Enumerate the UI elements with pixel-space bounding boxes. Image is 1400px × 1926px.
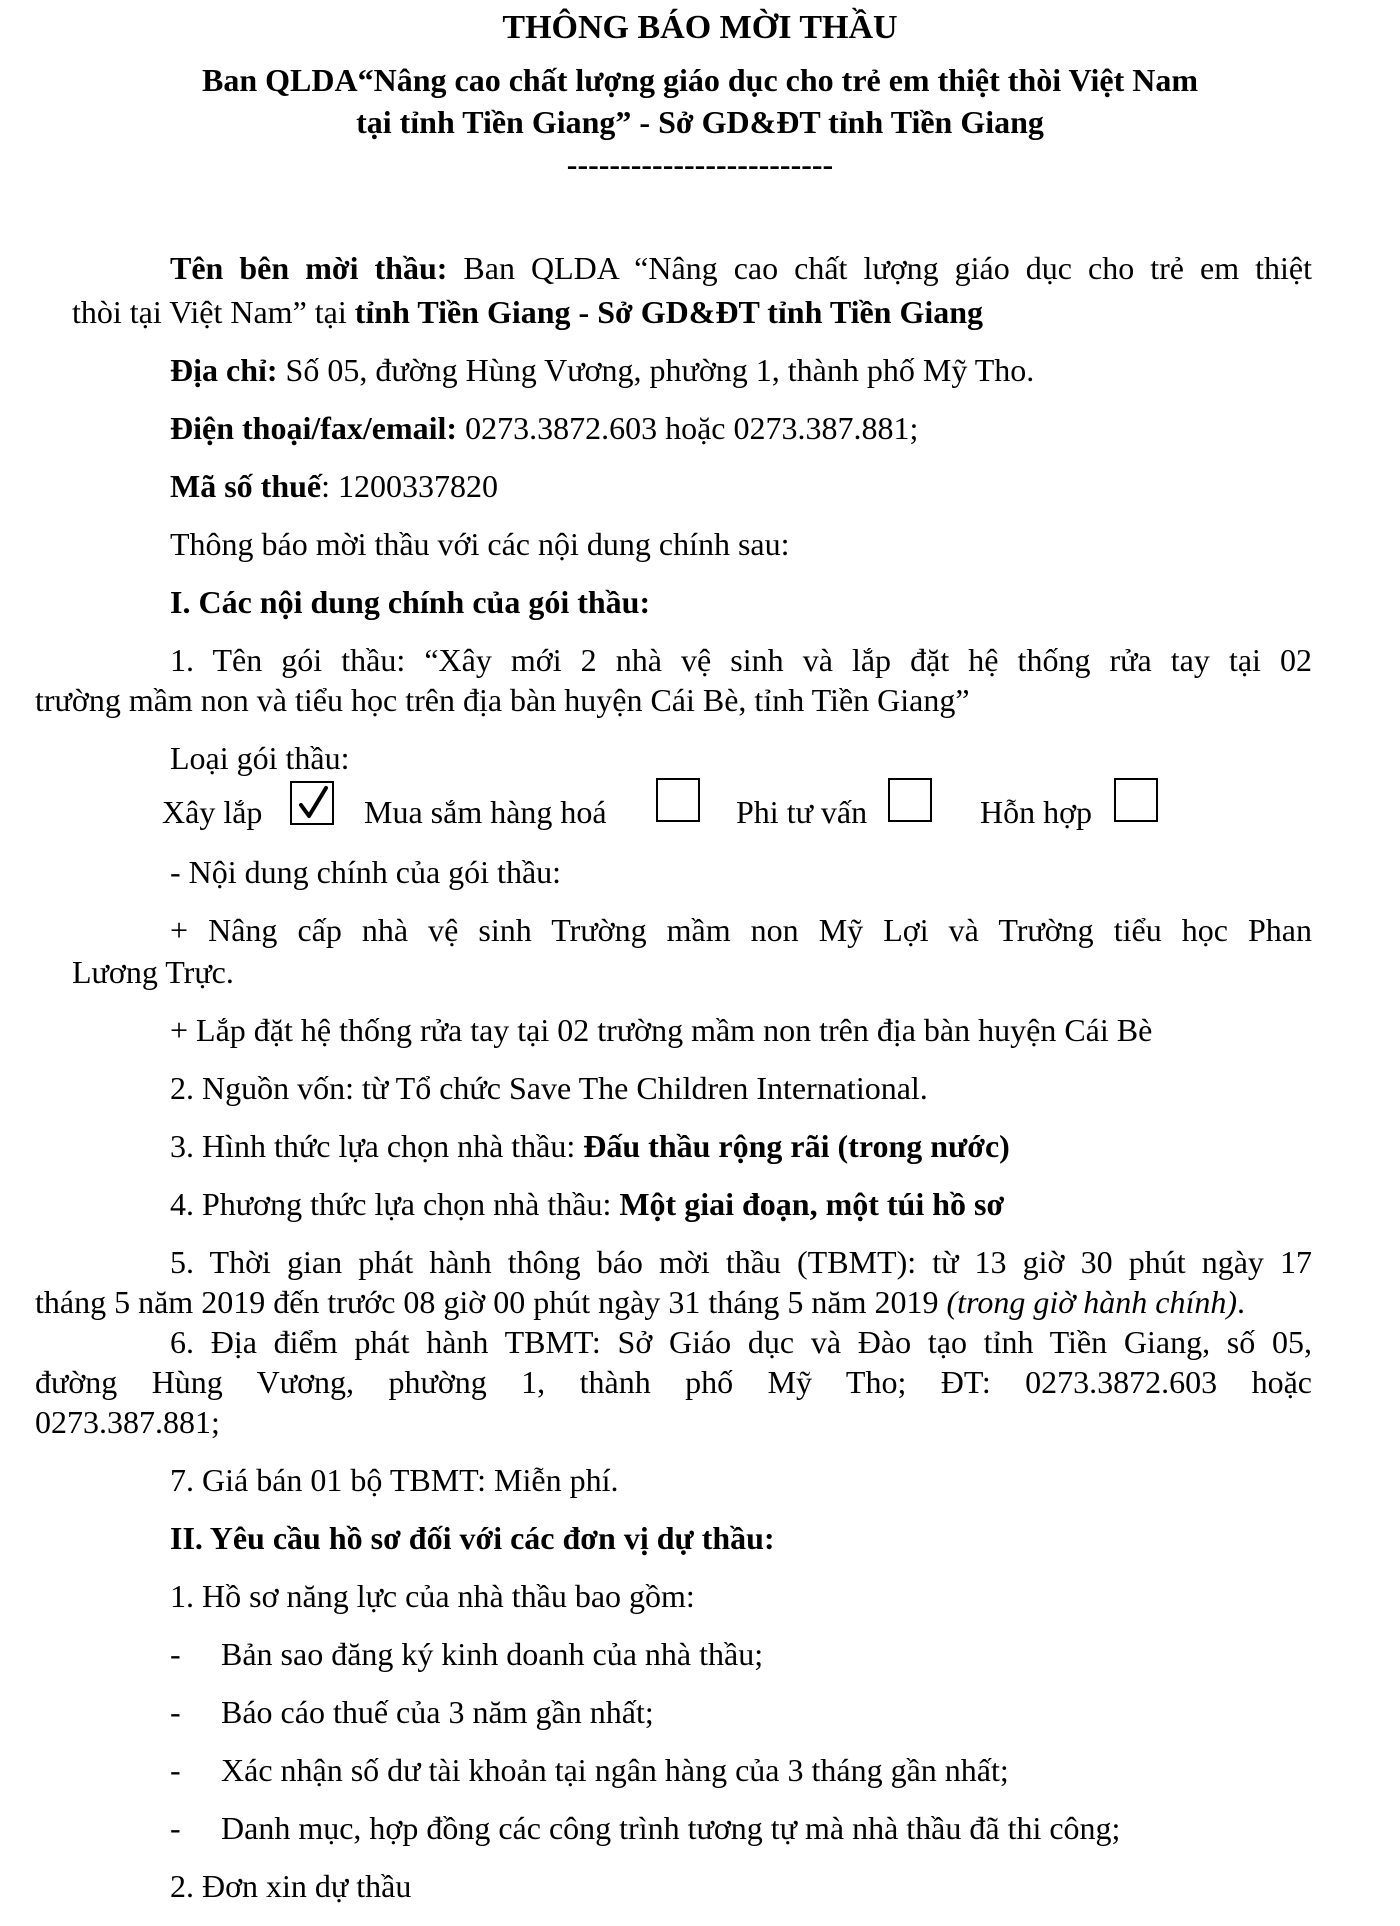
section-2-item-2: 2. Đơn xin dự thầu: [170, 1868, 412, 1904]
address-line: [170, 350, 1034, 390]
section-1-heading: I. Các nội dung chính của gói thầu:: [170, 584, 651, 620]
bidder-label: Tên bên mời thầu:: [170, 250, 448, 286]
bidder-bold: tỉnh Tiền Giang - Sở GD&ĐT tỉnh Tiền Giang: [354, 294, 984, 330]
item-5-text: tháng 5 năm 2019 đến trước 08 giờ 00 phút ngày 31 tháng 5 năm 2019: [35, 1284, 947, 1320]
header-rule: -------------------------: [566, 146, 834, 182]
header-line-2: tại tỉnh Tiền Giang” - Sở GD&ĐT tỉnh Tiền Giang: [356, 104, 1044, 140]
type-construction-checkbox[interactable]: [290, 781, 334, 825]
document-title: THÔNG BÁO MỜI THẦU: [502, 9, 898, 46]
section-2-heading: II. Yêu cầu hồ sơ đối với các đơn vị dự thầu:: [170, 1520, 775, 1556]
address-value: Số 05, đường Hùng Vương, phường 1, thành phố Mỹ Tho.: [277, 352, 1035, 388]
content-1-line-1: + Nâng cấp nhà vệ sinh Trường mầm non Mỹ Lợi và Trường tiểu học Phan: [170, 912, 1312, 948]
content-1-line-2: Lương Trực.: [72, 954, 234, 990]
item-3-text: 3. Hình thức lựa chọn nhà thầu:: [170, 1128, 584, 1164]
bullet-dash: -: [170, 1752, 181, 1788]
package-type-label: Loại gói thầu:: [170, 740, 350, 776]
phone-label: Điện thoại/fax/email:: [170, 410, 458, 446]
bullet-dash: -: [170, 1694, 181, 1730]
type-mixed-label: Hỗn hợp: [980, 794, 1093, 830]
item-6-line-3: 0273.387.881;: [35, 1404, 220, 1440]
content-label: - Nội dung chính của gói thầu:: [170, 854, 562, 890]
phone-value: 0273.3872.603 hoặc 0273.387.881;: [457, 410, 919, 446]
bidder-text-1: Ban QLDA “Nâng cao chất lượng giáo dục cho trẻ em thiệt: [447, 250, 1313, 286]
item-4: [170, 1184, 1004, 1224]
tax-line: [170, 466, 498, 506]
type-mixed-checkbox[interactable]: [1114, 778, 1158, 822]
bullet-dash: -: [170, 1636, 181, 1672]
bidder-line-1: [170, 248, 1312, 288]
address-label: Địa chỉ:: [170, 352, 278, 388]
bidder-text-2: thòi tại Việt Nam” tại: [72, 294, 355, 330]
item-6-line-2: đường Hùng Vương, phường 1, thành phố Mỹ Tho; ĐT: 0273.3872.603 hoặc: [35, 1364, 1312, 1400]
intro-line: Thông báo mời thầu với các nội dung chính sau:: [170, 526, 790, 562]
bullet-item: Danh mục, hợp đồng các công trình tương tự mà nhà thầu đã thi công;: [221, 1810, 1121, 1846]
tax-label: Mã số thuế: [170, 468, 322, 504]
item-4-text: 4. Phương thức lựa chọn nhà thầu:: [170, 1186, 620, 1222]
item-2: 2. Nguồn vốn: từ Tổ chức Save The Children International.: [170, 1070, 928, 1106]
bidder-line-2: [72, 292, 983, 332]
item-4-bold: Một giai đoạn, một túi hồ sơ: [619, 1186, 1005, 1222]
item-6-line-1: 6. Địa điểm phát hành TBMT: Sở Giáo dục và Đào tạo tỉnh Tiền Giang, số 05,: [170, 1324, 1312, 1360]
bullet-item: Bản sao đăng ký kinh doanh của nhà thầu;: [221, 1636, 764, 1672]
item-5-end: .: [1237, 1284, 1246, 1320]
item-1-line-2: trường mầm non và tiểu học trên địa bàn huyện Cái Bè, tỉnh Tiền Giang”: [35, 682, 970, 718]
header-line-1: Ban QLDA“Nâng cao chất lượng giáo dục cho trẻ em thiệt thòi Việt Nam: [202, 62, 1198, 98]
item-1-line-1: 1. Tên gói thầu: “Xây mới 2 nhà vệ sinh và lắp đặt hệ thống rửa tay tại 02: [170, 642, 1312, 678]
item-5-italic: (trong giờ hành chính): [946, 1284, 1238, 1320]
item-5-line-1: 5. Thời gian phát hành thông báo mời thầu (TBMT): từ 13 giờ 30 phút ngày 17: [170, 1244, 1312, 1280]
item-3: [170, 1126, 1010, 1166]
bullet-item: Xác nhận số dư tài khoản tại ngân hàng của 3 tháng gần nhất;: [221, 1752, 1009, 1788]
checkmark-icon: [295, 784, 333, 822]
bullet-item: Báo cáo thuế của 3 năm gần nhất;: [221, 1694, 654, 1730]
phone-line: [170, 408, 918, 448]
type-goods-label: Mua sắm hàng hoá: [364, 794, 607, 830]
type-nonconsulting-checkbox[interactable]: [888, 778, 932, 822]
item-3-bold: Đấu thầu rộng rãi (trong nước): [583, 1128, 1010, 1164]
type-nonconsulting-label: Phi tư vấn: [736, 794, 868, 830]
type-goods-checkbox[interactable]: [656, 778, 700, 822]
tax-value: : 1200337820: [321, 468, 498, 504]
content-2: + Lắp đặt hệ thống rửa tay tại 02 trường mầm non trên địa bàn huyện Cái Bè: [170, 1012, 1153, 1048]
item-7: 7. Giá bán 01 bộ TBMT: Miễn phí.: [170, 1462, 619, 1498]
bullet-dash: -: [170, 1810, 181, 1846]
item-5-line-2: [35, 1282, 1245, 1322]
section-2-item-1: 1. Hồ sơ năng lực của nhà thầu bao gồm:: [170, 1578, 695, 1614]
type-construction-label: Xây lắp: [162, 794, 263, 830]
